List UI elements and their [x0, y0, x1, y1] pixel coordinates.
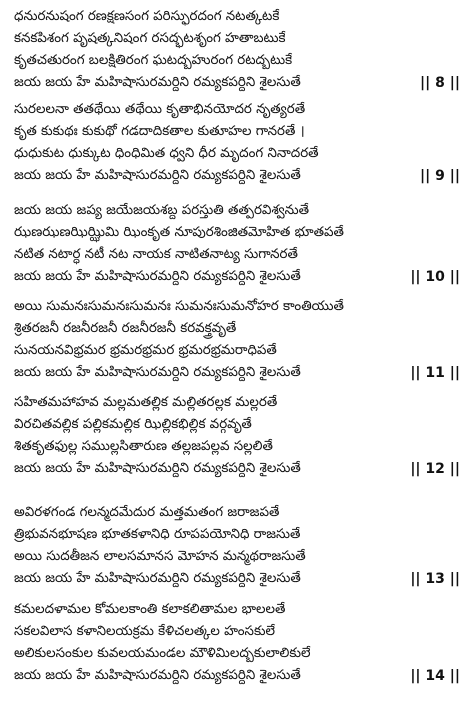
verse-number: || 10 ||	[410, 269, 460, 285]
verse-number: || 11 ||	[410, 365, 460, 381]
verse-number: || 14 ||	[410, 668, 460, 684]
verse-line: సురలలనా తతథేయి తథేయి కృతాభినయోదర నృత్యరతే	[14, 102, 306, 117]
verse-line: అవిరళగండ గలన్మదమేదుర మత్తమతంగ జరాజపతే	[14, 505, 280, 520]
verse-line: కమలదళామల కోమలకాంతి కలాకలితామల భాలలతే	[14, 602, 286, 617]
verse-line: అయి సుమనఃసుమనఃసుమనః సుమనఃసుమనోహర కాంతియుతే	[14, 299, 344, 314]
refrain-line: జయ జయ హే మహిషాసురమర్దిని రమ్యకపర్దిని శైలసుతే	[14, 168, 301, 183]
verse-line: ధనురనుషంగ రణక్షణసంగ పరిస్ఫురదంగ నటత్కటకే	[14, 9, 280, 24]
refrain-line: జయ జయ హే మహిషాసురమర్దిని రమ్యకపర్దిని శైలసుతే	[14, 269, 301, 284]
verse-number: || 8 ||	[420, 75, 460, 91]
verse-line: కృత కుకుథః కుకుథో గడదాదికతాల కుతూహల గానరతే ।	[14, 124, 305, 139]
verse-line: సునయనవిభ్రమర భ్రమరభ్రమర భ్రమరభ్రమరాధిపతే	[14, 343, 277, 358]
verse-number: || 12 ||	[410, 461, 460, 477]
refrain-line: జయ జయ హే మహిషాసురమర్దిని రమ్యకపర్దిని శైలసుతే	[14, 461, 301, 476]
refrain-line: జయ జయ హే మహిషాసురమర్దిని రమ్యకపర్దిని శైలసుతే	[14, 571, 301, 586]
verse-line: త్రిభువనభూషణ భూతకళానిధి రూపపయోనిధి రాజసుతే	[14, 527, 301, 542]
verse-line: శ్రితరజనీ రజనీరజనీ రజనీరజనీ కరవక్త్రవృతే	[14, 321, 237, 336]
verse-line: సకలవిలాస కళానిలయక్రమ కేళిచలత్కల హంసకులే	[14, 624, 276, 639]
refrain-line: జయ జయ హే మహిషాసురమర్దిని రమ్యకపర్దిని శైలసుతే	[14, 75, 301, 90]
verse-number: || 13 ||	[410, 571, 460, 587]
verse-line: అయి సుదతీజన లాలసమానస మోహన మన్మథరాజసుతే	[14, 549, 306, 564]
verse-line: అలికులసంకుల కువలయమండల మౌళిమిలద్బకులాలికులే	[14, 646, 311, 661]
verse-line: సహితమహాహవ మల్లమతల్లిక మల్లితరల్లక మల్లరతే	[14, 395, 278, 410]
verse-line: శితకృతఫుల్ల సముల్లసితారుణ తల్లజపల్లవ సల్లలితే	[14, 439, 273, 454]
verse-line: కనకపిశంగ పృషత్కనిషంగ రసద్భటశృంగ హతాబటుకే	[14, 31, 286, 46]
verse-number: || 9 ||	[420, 168, 460, 184]
verse-line: కృతచతురంగ బలక్షితిరంగ ఘటద్బహురంగ రటద్బటుకే	[14, 53, 293, 68]
refrain-line: జయ జయ హే మహిషాసురమర్దిని రమ్యకపర్దిని శైలసుతే	[14, 365, 301, 380]
verse-line: జయ జయ జప్య జయేజయశబ్ద పరస్తుతి తత్పరవిశ్వనుతే	[14, 203, 310, 218]
verse-line: ఝణఝణఝిఝ్ఝిమి ఝింకృత నూపురశింజితమోహిత భూతపతే	[14, 225, 344, 240]
verse-line: నటిత నటార్ధ నటీ నట నాయక నాటితనాట్య సుగానరతే	[14, 247, 298, 262]
verse-line: విరచితవల్లిక పల్లికమల్లిక ఝిల్లికభిల్లిక వర్గవృతే	[14, 417, 252, 432]
refrain-line: జయ జయ హే మహిషాసురమర్దిని రమ్యకపర్దిని శైలసుతే	[14, 668, 301, 683]
verse-line: ధుధుకుట ధుక్కుట ధింధిమిత ధ్వని ధీర మృదంగ నినాదరతే	[14, 146, 319, 161]
